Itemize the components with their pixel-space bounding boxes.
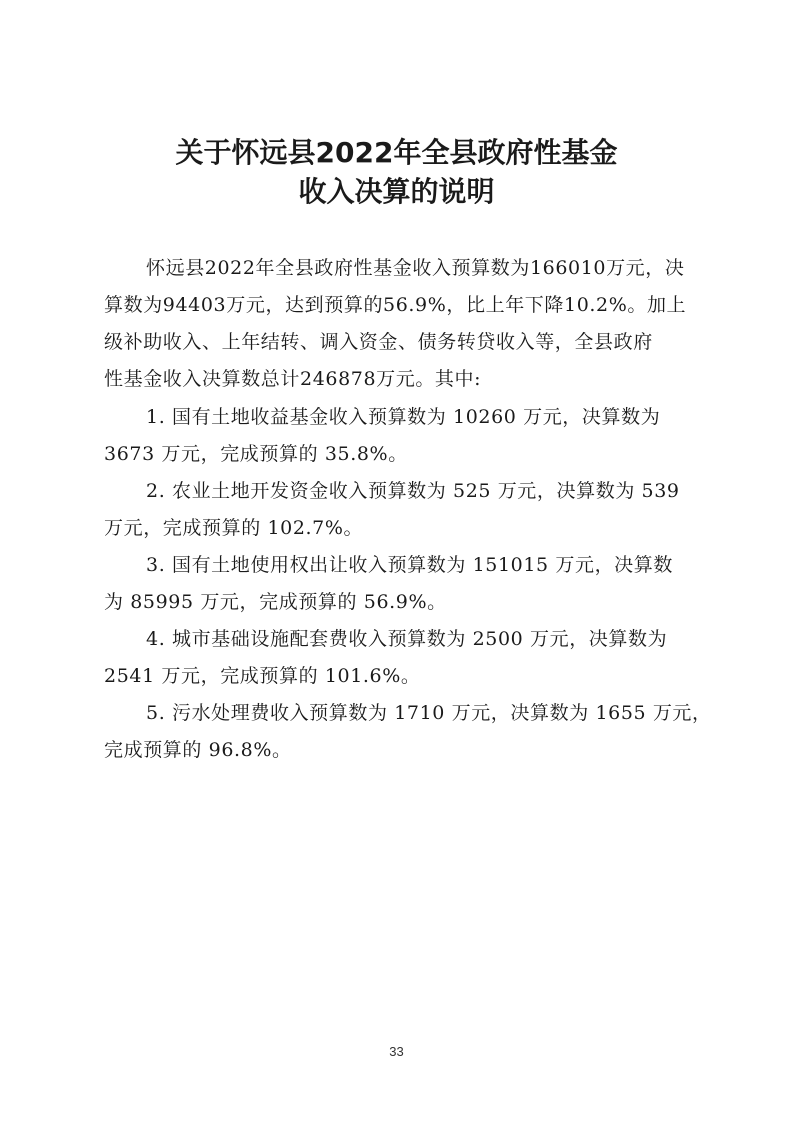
list-item-line-1: 1. 国有土地收益基金收入预算数为 10260 万元，决算数为: [146, 406, 661, 428]
list-item-line-2: 2541 万元，完成预算的 101.6%。: [104, 665, 421, 687]
list-item-line-2: 为 85995 万元，完成预算的 56.9%。: [104, 591, 447, 613]
intro-line-3: 级补助收入、上年结转、调入资金、债务转贷收入等，全县政府: [104, 331, 653, 353]
document-title-line-1: 关于怀远县2022年全县政府性基金: [175, 136, 618, 169]
list-item: [104, 399, 694, 473]
intro-paragraph: [104, 250, 694, 398]
list-item: [104, 621, 694, 695]
intro-line-1: 怀远县2022年全县政府性基金收入预算数为166010万元，决: [146, 257, 685, 279]
list-item-line-1: 2. 农业土地开发资金收入预算数为 525 万元，决算数为 539: [146, 480, 680, 502]
list-item-line-2: 3673 万元，完成预算的 35.8%。: [104, 443, 408, 465]
list-item-line-1: 4. 城市基础设施配套费收入预算数为 2500 万元，决算数为: [146, 628, 668, 650]
list-item-line-2: 万元，完成预算的 102.7%。: [104, 517, 364, 539]
document-title-line-2: 收入决算的说明: [298, 175, 495, 208]
intro-line-2: 算数为94403万元，达到预算的56.9%，比上年下降10.2%。加上: [104, 294, 687, 316]
list-item-line-2: 完成预算的 96.8%。: [104, 739, 292, 761]
list-item: [104, 547, 694, 621]
list-item-line-1: 5. 污水处理费收入预算数为 1710 万元，决算数为 1655 万元，: [146, 702, 712, 724]
list-item-line-1: 3. 国有土地使用权出让收入预算数为 151015 万元，决算数: [146, 554, 673, 576]
page-number: 33: [389, 1044, 404, 1059]
list-item: [104, 695, 712, 769]
intro-line-4: 性基金收入决算数总计246878万元。其中:: [104, 368, 482, 390]
list-item: [104, 473, 694, 547]
